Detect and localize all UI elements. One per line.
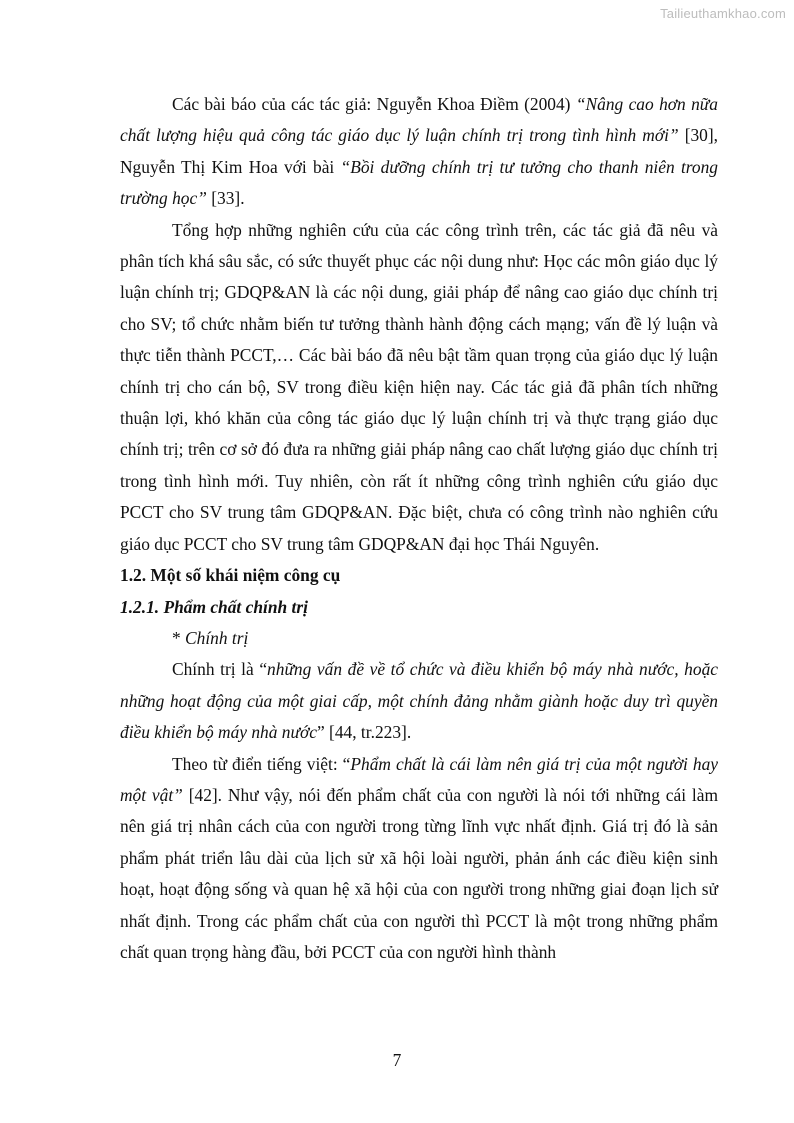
- paragraph-quality-definition: [120, 749, 718, 969]
- article-title-2: “Bồi dưỡng chính trị tư tưởng cho thanh niên trong trường học”: [120, 156, 718, 209]
- paragraph-summary: Tổng hợp những nghiên cứu của các công trình trên, các tác giả đã nêu và phân tích khá sâu sắc, có sức thuyết phục các nội dung như: Học các môn giáo dục lý luận chính trị; GDQP&AN là các nội dung, giải pháp để nâng cao giáo dục chính trị cho SV; tổ chức nhằm biến tư tưởng thành hành động cách mạng; vấn đề lý luận và thực tiễn thành PCCT,… Các bài báo đã nêu bật tầm quan trọng của giáo dục lý luận chính trị cho cán bộ, SV trong điều kiện hiện nay. Các tác giả đã phân tích những thuận lợi, khó khăn của công tác giáo dục lý luận chính trị và thực trạng giáo dục chính trị; trên cơ sở đó đưa ra những giải pháp nâng cao chất lượng giáo dục chính trị trong tình hình mới. Tuy nhiên, còn rất ít những công trình nghiên cứu giáo dục PCCT cho SV trung tâm GDQP&AN. Đặc biệt, chưa có công trình nào nghiên cứu giáo dục PCCT cho SV trung tâm GDQP&AN đại học Thái Nguyên.: [120, 219, 718, 554]
- definition-quote: những vấn đề về tổ chức và điều khiển bộ máy nhà nước, hoặc những hoạt động của một giai cấp, một chính đảng nhằm giành hoặc duy trì quyền điều khiển bộ máy nhà nước: [120, 659, 718, 743]
- paragraph-politics-definition: [120, 654, 718, 748]
- watermark: Tailieuthamkhao.com: [660, 6, 786, 21]
- text-run: [30], Nguyễn Thị Kim Hoa với bài: [120, 125, 719, 177]
- term-label-text: Chính trị: [185, 627, 249, 648]
- section-heading: 1.2. Một số khái niệm công cụ: [120, 565, 341, 586]
- article-title-1: “Nâng cao hơn nữa chất lượng hiệu quả công tác giáo dục lý luận chính trị trong tình hình mới”: [120, 94, 718, 146]
- text-run: Chính trị là “: [172, 659, 268, 680]
- paragraph-articles: [120, 89, 718, 215]
- subsection-heading: 1.2.1. Phẩm chất chính trị: [120, 596, 308, 617]
- text-run: [33].: [206, 188, 245, 209]
- term-label: [120, 623, 718, 654]
- text-run: Các bài báo của các tác giả: Nguyễn Khoa Điềm (2004): [172, 94, 576, 114]
- text-run: Theo từ điển tiếng việt: “: [172, 753, 351, 774]
- definition-quote: Phẩm chất là cái làm nên giá trị của một người hay một vật”: [120, 753, 718, 805]
- text-run: ” [44, tr.223].: [316, 722, 412, 743]
- text-run: [42]. Như vậy, nói đến phẩm chất của con người là nói tới những cái làm nên giá trị nhân cách của con người trong từng lĩnh vực nhất định. Giá trị đó là sản phẩm phát triển lâu dài của lịch sử xã hội loài người, phản ánh các điều kiện sinh hoạt, hoạt động sống và quan hệ xã hội của con người trong những giai đoạn lịch sử nhất định. Trong các phẩm chất của con người thì PCCT là một trong những phẩm chất quan trọng hàng đầu, bởi PCCT của con người hình thành: [120, 784, 718, 962]
- document-page: [120, 89, 718, 968]
- bullet-star: *: [172, 627, 186, 648]
- page-number: 7: [392, 1050, 402, 1070]
